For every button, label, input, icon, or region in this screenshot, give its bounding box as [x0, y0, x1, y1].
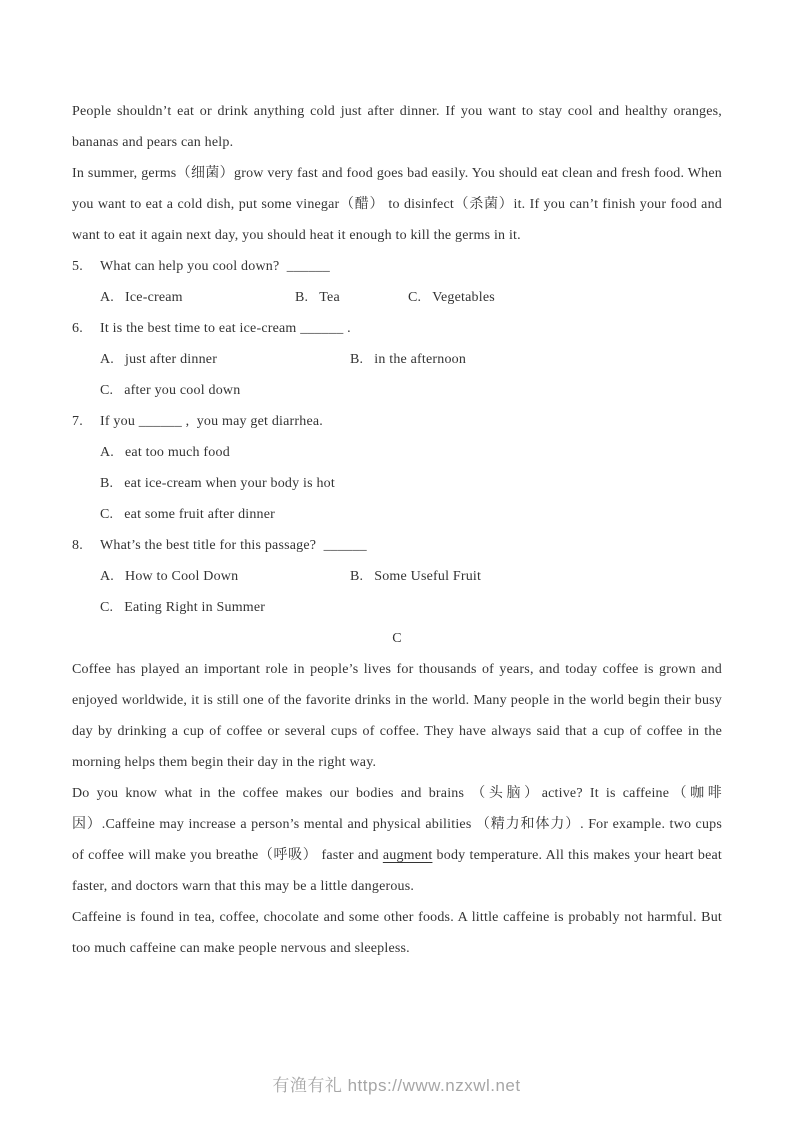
- question-6-option-a: [100, 344, 350, 375]
- passage-c-paragraph-1: Coffee has played an important role in people’s lives for thousands of years, and today coffee is grown and enjoyed worldwide, it is still one of the favorite drinks in the world. Many people in the world begin their busy day by drinking a cup of coffee or several cups of coffee. They have always said that a cup of coffee in the morning helps them begin their day in the right way.: [72, 662, 722, 770]
- passage-c-paragraph-2: [72, 778, 722, 902]
- question-5-option-c: [408, 282, 495, 313]
- option-text: eat ice-cream when your body is hot: [124, 476, 335, 491]
- question-5-text: What can help you cool down? ______: [100, 259, 330, 274]
- question-7-option-c: [100, 499, 275, 530]
- question-5-option-a: [100, 282, 295, 313]
- option-text: eat too much food: [125, 445, 230, 460]
- option-label: A.: [100, 290, 115, 305]
- option-label: B.: [350, 569, 364, 584]
- option-label: C.: [100, 383, 114, 398]
- option-label: B.: [350, 352, 364, 367]
- question-8-option-c: [100, 592, 265, 623]
- option-label: B.: [100, 476, 114, 491]
- option-label: A.: [100, 569, 115, 584]
- option-label: C.: [100, 600, 114, 615]
- option-text: Some Useful Fruit: [374, 569, 482, 584]
- option-text: Tea: [319, 290, 340, 305]
- option-text: How to Cool Down: [125, 569, 239, 584]
- passage-b-paragraph-1: People shouldn’t eat or drink anything cold just after dinner. If you want to stay cool and healthy oranges, bananas and pears can help.: [72, 104, 722, 150]
- question-6: [72, 313, 722, 406]
- footer-watermark: 有渔有礼 https://www.nzxwl.net: [272, 1076, 521, 1095]
- question-7-text: If you ______ , you may get diarrhea.: [100, 414, 323, 429]
- passage-b-paragraph-2: In summer, germs（细菌）grow very fast and food goes bad easily. You should eat clean and fresh food. When you want to eat a cold dish, put some vinegar（醋） to disinfect（杀菌）it. If you can’t finish your food and want to eat it again next day, you should heat it enough to kill the germs in it.: [72, 166, 722, 243]
- question-8-option-a: [100, 561, 350, 592]
- question-6-option-c: [100, 375, 240, 406]
- question-8-option-b: [350, 561, 481, 592]
- question-7-number: 7.: [72, 414, 83, 429]
- question-8: [72, 530, 722, 623]
- question-5-number: 5.: [72, 259, 83, 274]
- option-text: in the afternoon: [374, 352, 467, 367]
- question-6-option-b: [350, 344, 466, 375]
- paragraph-text-before: Do you know what in the coffee makes our bodies and brains （头脑）active? It is caffeine（咖啡因）.Caffeine may increase a person’s mental and physical abilities （精力和体力）. For example. two cups of coffee will make you breathe（呼吸） faster and: [72, 786, 722, 863]
- question-8-text: What’s the best title for this passage? ______: [100, 538, 367, 553]
- passage-c-paragraph-3: Caffeine is found in tea, coffee, chocolate and some other foods. A little caffeine is probably not harmful. But too much caffeine can make people nervous and sleepless.: [72, 910, 722, 956]
- underlined-word-augment: augment: [382, 848, 433, 863]
- option-text: Ice-cream: [125, 290, 183, 305]
- option-label: C.: [408, 290, 422, 305]
- option-text: Vegetables: [432, 290, 495, 305]
- option-label: A.: [100, 445, 115, 460]
- option-label: B.: [295, 290, 309, 305]
- question-6-number: 6.: [72, 321, 83, 336]
- option-text: after you cool down: [124, 383, 241, 398]
- question-5-option-b: [295, 282, 408, 313]
- option-label: C.: [100, 507, 114, 522]
- question-5: [72, 251, 722, 313]
- paragraph-text-after: body temperature. All this makes your heart beat faster, and doctors warn that this may be a little dangerous.: [72, 848, 723, 894]
- question-8-number: 8.: [72, 538, 83, 553]
- section-c-heading: C: [392, 631, 402, 646]
- page-content: [72, 96, 722, 964]
- option-label: A.: [100, 352, 115, 367]
- question-6-text: It is the best time to eat ice-cream ______ .: [100, 321, 351, 336]
- option-text: Eating Right in Summer: [124, 600, 266, 615]
- question-7-option-b: [100, 468, 335, 499]
- option-text: eat some fruit after dinner: [124, 507, 276, 522]
- option-text: just after dinner: [125, 352, 218, 367]
- question-7-option-a: [100, 437, 230, 468]
- question-7: [72, 406, 722, 530]
